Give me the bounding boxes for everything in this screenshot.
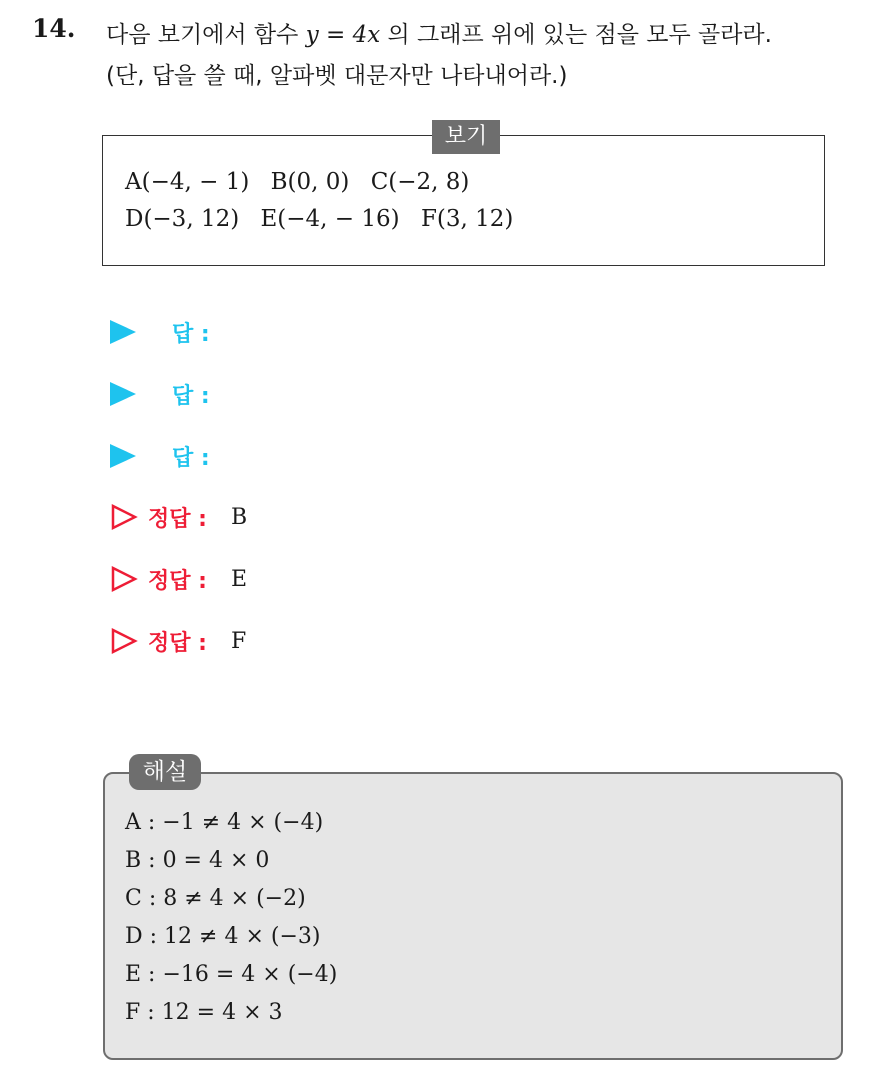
explanation-line: F : 12 = 4 × 3 (125, 1000, 283, 1025)
answer-label: 답 : (172, 321, 210, 347)
point-b: B(0, 0) (270, 169, 350, 195)
answer-label: 답 : (172, 383, 210, 409)
question-suffix: 의 그래프 위에 있는 점을 모두 골라라. (387, 22, 772, 48)
point-a: A(−4, − 1) (125, 169, 250, 195)
answer-row[interactable] (110, 316, 210, 348)
correct-label: 정답 : (148, 630, 207, 656)
answer-label: 답 : (172, 445, 210, 471)
bogi-row-2 (125, 206, 527, 232)
correct-label: 정답 : (148, 506, 207, 532)
explanation-line: B : 0 = 4 × 0 (125, 848, 270, 873)
question-number: 14. (32, 14, 76, 43)
point-f: F(3, 12) (420, 206, 514, 232)
point-c: C(−2, 8) (370, 169, 470, 195)
correct-value: E (230, 566, 248, 592)
question-function: y = 4x (305, 22, 381, 48)
triangle-play-icon (110, 444, 136, 468)
triangle-play-icon (110, 382, 136, 406)
correct-answer-row (110, 501, 247, 533)
explanation-line: A : −1 ≠ 4 × (−4) (125, 810, 324, 835)
triangle-outline-icon (110, 503, 138, 531)
triangle-play-icon (110, 320, 136, 344)
question-text-line1 (106, 16, 772, 49)
triangle-outline-icon (110, 627, 138, 655)
bogi-row-1 (125, 169, 483, 195)
question-prefix: 다음 보기에서 함수 (106, 22, 299, 48)
point-e: E(−4, − 16) (260, 206, 400, 232)
correct-answer-row (110, 563, 247, 595)
explanation-line: D : 12 ≠ 4 × (−3) (125, 924, 321, 949)
correct-answer-row (110, 625, 246, 657)
explanation-line: C : 8 ≠ 4 × (−2) (125, 886, 306, 911)
correct-value: F (230, 628, 247, 654)
triangle-outline-icon (110, 565, 138, 593)
correct-value: B (230, 504, 248, 530)
answer-row[interactable] (110, 378, 210, 410)
explanation-title: 해설 (129, 754, 201, 790)
bogi-box (102, 124, 825, 266)
correct-label: 정답 : (148, 568, 207, 594)
question-text-line2: (단, 답을 쓸 때, 알파벳 대문자만 나타내어라.) (106, 63, 568, 89)
bogi-title: 보기 (432, 120, 500, 154)
explanation-line: E : −16 = 4 × (−4) (125, 962, 338, 987)
point-d: D(−3, 12) (125, 206, 240, 232)
explanation-box (103, 759, 843, 1060)
answer-row[interactable] (110, 440, 210, 472)
